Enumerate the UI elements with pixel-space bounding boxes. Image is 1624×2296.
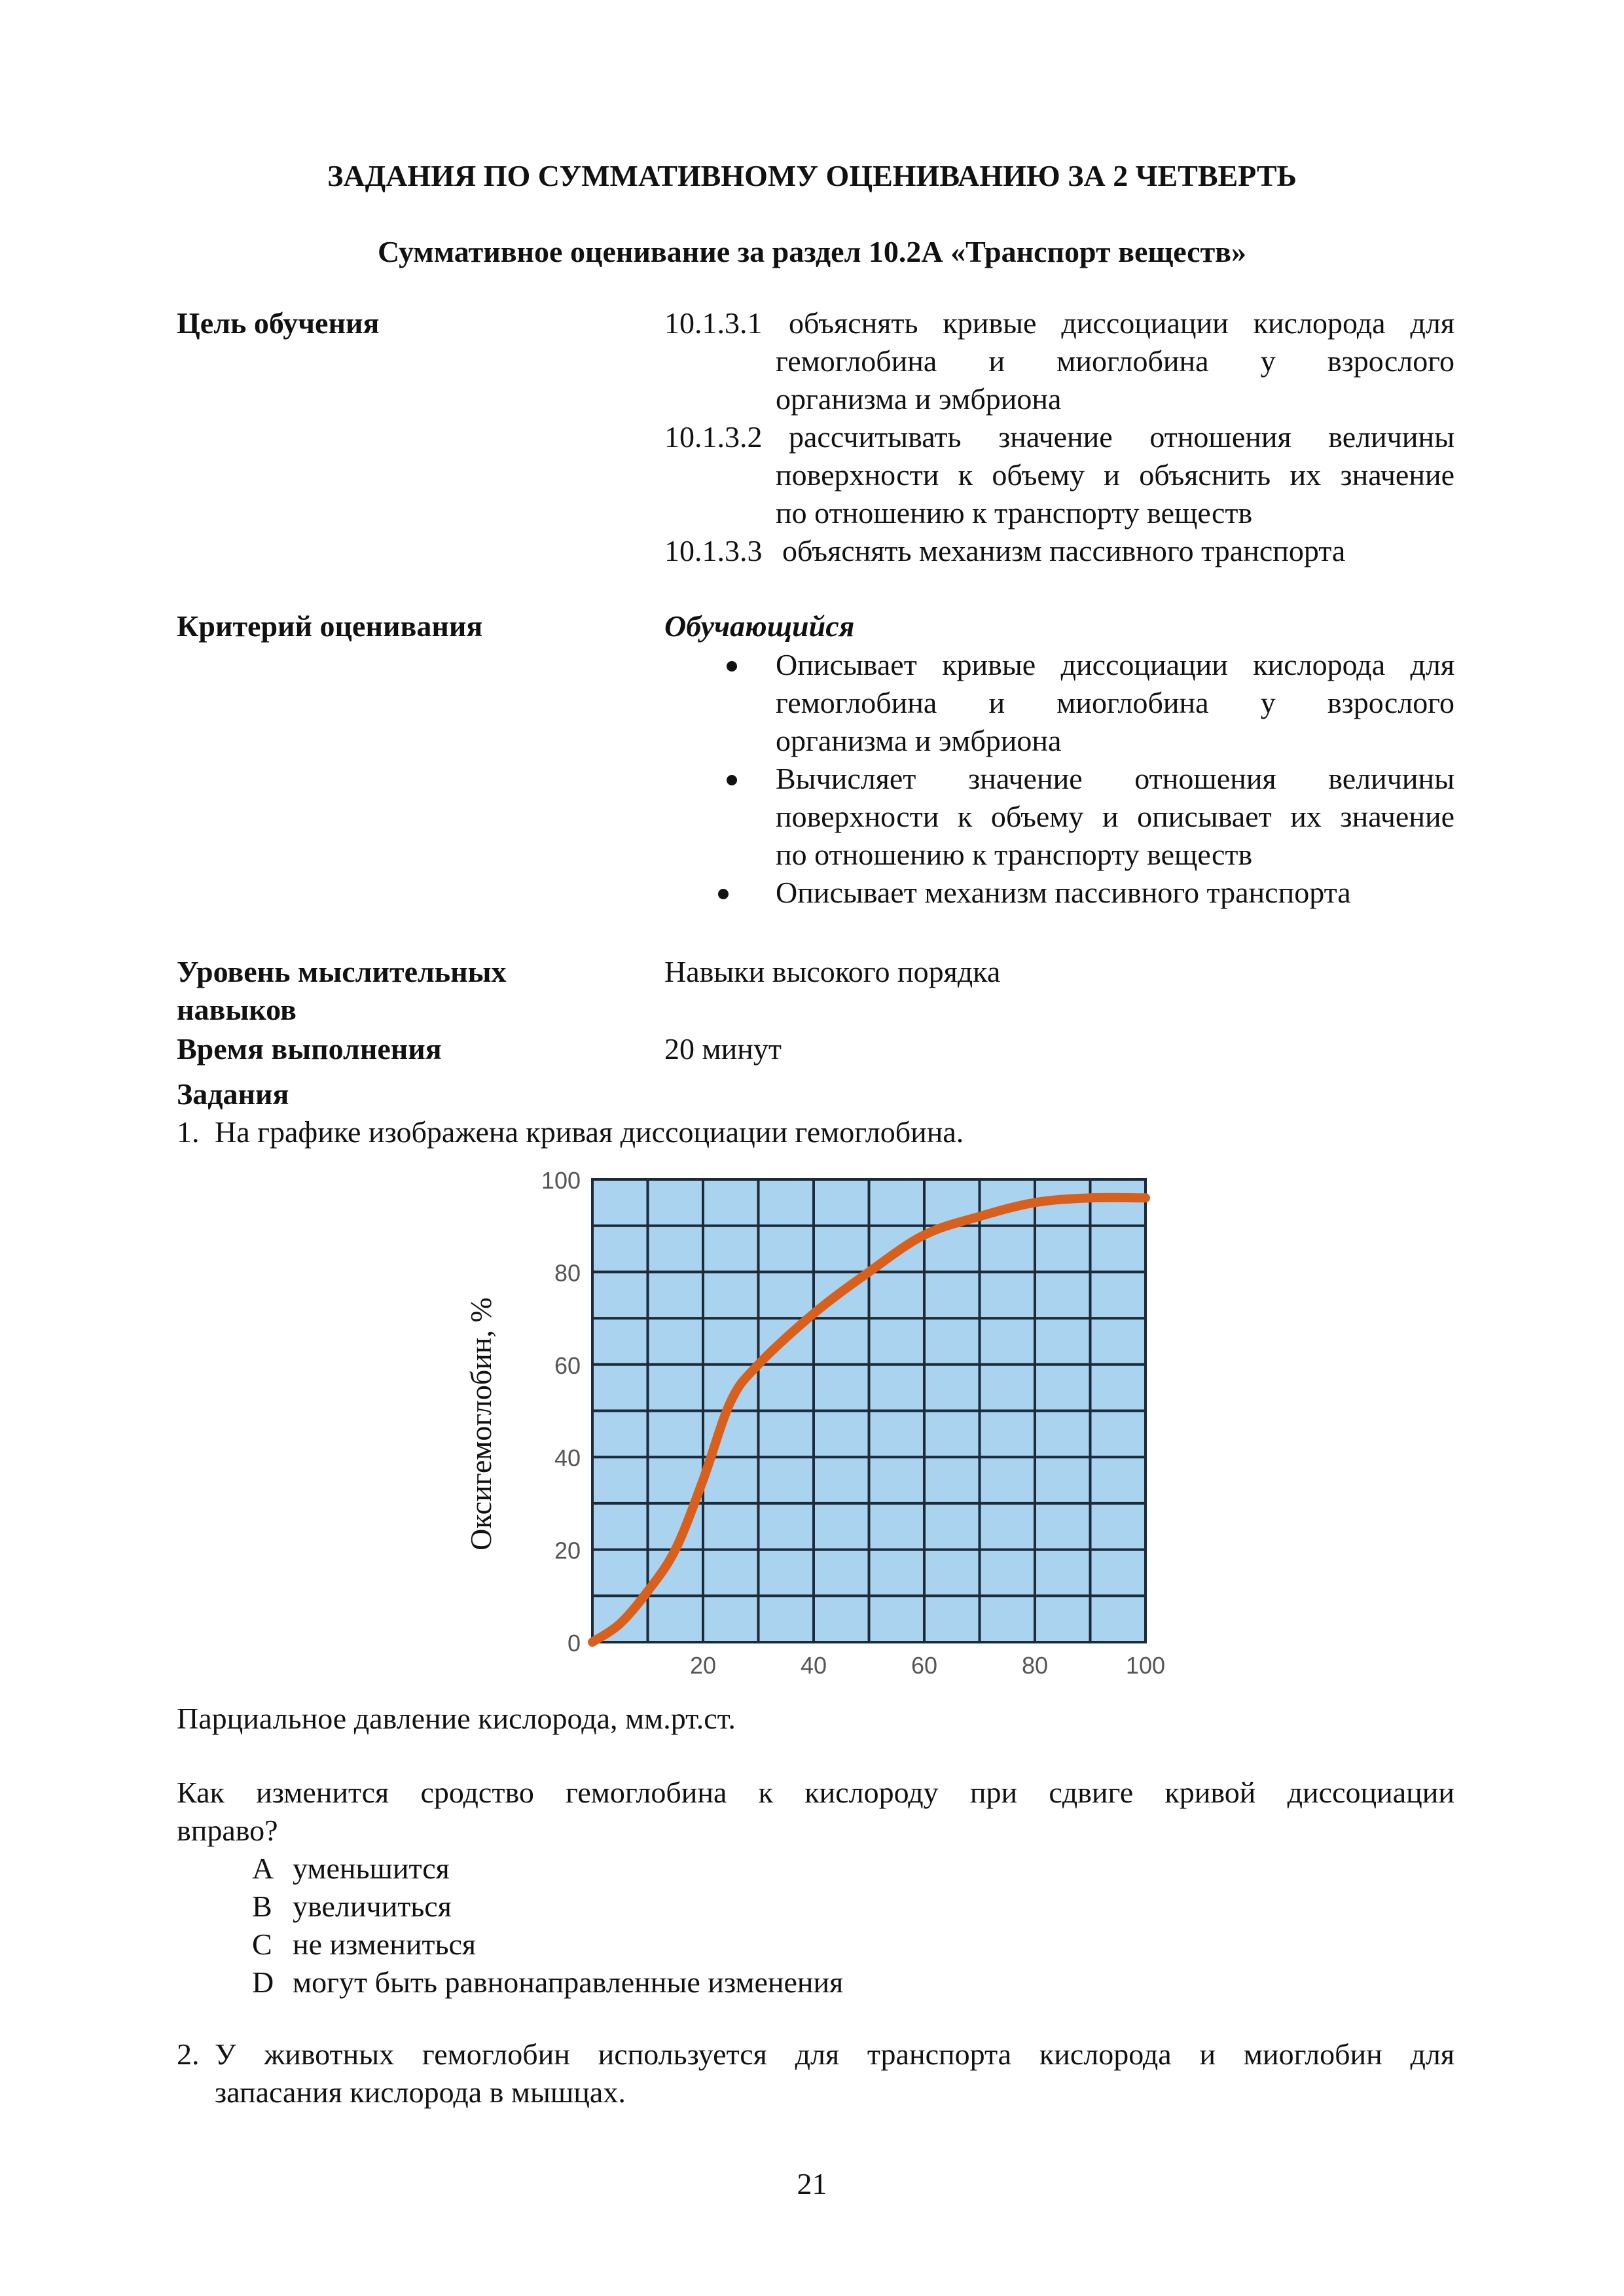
goal-code: 10.1.3.3	[664, 534, 763, 567]
goal-code: 10.1.3.1	[664, 306, 763, 340]
tasks-heading: Задания	[177, 1077, 289, 1111]
bullet-icon	[718, 889, 729, 899]
y-tick-label: 0	[567, 1630, 581, 1657]
criteria-heading: Обучающийся	[664, 609, 855, 643]
x-tick-label: 80	[1021, 1652, 1049, 1679]
y-tick-label: 60	[554, 1352, 581, 1379]
goal-text-line: рассчитывать значение отношения величины	[789, 420, 1454, 454]
task2-text-cont: запасания кислорода в мышцах.	[215, 2075, 626, 2109]
option-text: уменьшится	[293, 1852, 450, 1885]
time-label: Время выполнения	[177, 1032, 442, 1066]
criteria-label: Критерий оценивания	[177, 609, 483, 643]
criteria-text-line: по отношению к транспорту веществ	[776, 838, 1253, 871]
y-tick-label: 40	[554, 1444, 581, 1472]
option-letter: C	[252, 1928, 272, 1961]
option-letter: D	[252, 1965, 274, 1999]
task1-text: На графике изображена кривая диссоциации гемоглобина.	[215, 1115, 964, 1149]
x-tick-label: 40	[800, 1652, 827, 1679]
criteria-text-line: Вычисляет значение отношения величины	[776, 762, 1454, 795]
hemoglobin-dissociation-chart	[432, 1165, 1178, 1702]
x-tick-label: 20	[689, 1652, 717, 1679]
option-text: не измениться	[293, 1928, 477, 1961]
skill-label-cont: навыков	[177, 993, 297, 1026]
y-tick-label: 100	[541, 1167, 581, 1194]
task2-number: 2.	[177, 2037, 200, 2071]
criteria-text-line: организма и эмбриона	[776, 724, 1062, 757]
option-text: могут быть равнонаправленные изменения	[293, 1965, 844, 1999]
skill-label: Уровень мыслительных	[177, 955, 507, 988]
criteria-text-line: Описывает кривые диссоциации кислорода для	[776, 648, 1454, 681]
skill-value: Навыки высокого порядка	[664, 955, 1001, 988]
task1-question: Как изменится сродство гемоглобина к кислороду при сдвиге кривой диссоциации	[177, 1776, 1454, 1809]
y-tick-label: 80	[554, 1259, 581, 1287]
goal-text-line: по отношению к транспорту веществ	[776, 496, 1253, 529]
page-title: ЗАДАНИЯ ПО СУММАТИВНОМУ ОЦЕНИВАНИЮ ЗА 2 ЧЕТВЕРТЬ	[327, 159, 1297, 192]
page-number: 21	[797, 2167, 827, 2200]
task2-text: У животных гемоглобин используется для транспорта кислорода и миоглобин для	[215, 2037, 1454, 2071]
option-letter: B	[252, 1890, 272, 1923]
option-text: увеличиться	[293, 1890, 452, 1923]
goal-text-line: объяснять механизм пассивного транспорта	[782, 534, 1346, 567]
goal-code: 10.1.3.2	[664, 420, 763, 454]
y-tick-label: 20	[554, 1537, 581, 1564]
bullet-icon	[727, 661, 737, 672]
goal-text-line: объяснять кривые диссоциации кислорода для	[789, 306, 1454, 340]
task1-question-cont: вправо?	[177, 1814, 278, 1847]
x-axis-label: Парциальное давление кислорода, мм.рт.ст.	[177, 1702, 736, 1735]
x-tick-label: 100	[1125, 1652, 1166, 1679]
bullet-icon	[727, 775, 737, 785]
task1-number: 1.	[177, 1115, 200, 1149]
criteria-text-line: гемоглобина и миоглобина у взрослого	[776, 686, 1454, 719]
goal-text-line: гемоглобина и миоглобина у взрослого	[776, 344, 1454, 378]
y-axis-label: Оксигемоглобин, %	[464, 1297, 497, 1551]
goal-text-line: поверхности к объему и объяснить их значение	[776, 458, 1454, 492]
goal-label: Цель обучения	[177, 306, 380, 340]
option-letter: A	[252, 1852, 274, 1885]
criteria-text-line: Описывает механизм пассивного транспорта	[776, 876, 1351, 909]
time-value: 20 минут	[664, 1032, 782, 1066]
goal-text-line: организма и эмбриона	[776, 382, 1062, 416]
page-subtitle: Суммативное оценивание за раздел 10.2А «Транспорт веществ»	[377, 235, 1247, 268]
criteria-text-line: поверхности к объему и описывает их значение	[776, 800, 1454, 833]
x-tick-label: 60	[911, 1652, 938, 1679]
